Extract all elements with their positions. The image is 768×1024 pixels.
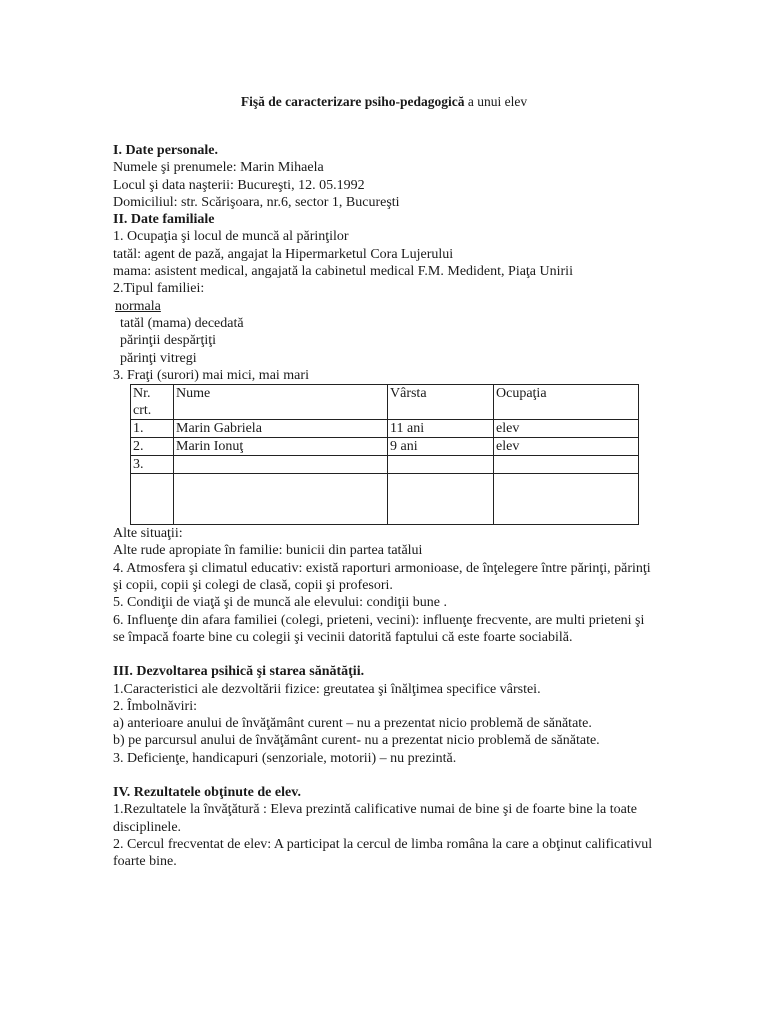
family-type-normal xyxy=(113,298,653,315)
document-body xyxy=(113,142,653,871)
table-cell xyxy=(388,456,494,474)
table-cell xyxy=(174,474,388,525)
header-nr: Nr. crt. xyxy=(131,385,174,420)
table-row xyxy=(131,420,639,438)
table-cell: 3. xyxy=(131,456,174,474)
family-type-normal-text: normala xyxy=(115,298,161,314)
table-cell: 11 ani xyxy=(388,420,494,438)
table-cell xyxy=(131,474,174,525)
table-cell: 2. xyxy=(131,438,174,456)
family-type-title: 2.Tipul familiei: xyxy=(113,281,205,297)
table-cell: elev xyxy=(494,438,639,456)
family-type-deceased: tatăl (mama) decedată xyxy=(120,315,244,331)
title-bold: Fişă de caracterizare psiho-pedagogică xyxy=(240,94,465,109)
family-type-step: părinţi vitregi xyxy=(120,350,197,366)
header-name: Nume xyxy=(174,385,388,420)
table-row xyxy=(131,438,639,456)
other-situations: Alte situaţii: xyxy=(113,526,183,542)
table-cell xyxy=(174,456,388,474)
living-conditions: 5. Condiţii de viaţă şi de muncă ale elevului: condiţii bune . xyxy=(113,595,447,611)
physical-development: 1.Caracteristici ale dezvoltării fizice: greutatea şi înălţimea specifice vârstei. xyxy=(113,681,541,697)
relatives: Alte rude apropiate în familie: bunicii din partea tatălui xyxy=(113,543,423,559)
siblings-title: 3. Fraţi (surori) mai mici, mai mari xyxy=(113,367,309,383)
outside-influences: 6. Influenţe din afara familiei (colegi, prieteni, vecini): influenţe frecvente, are multi prieteni şi se împacă foarte bine cu colegii şi vecinii datorită faptului că este foarte sociabilă. xyxy=(113,612,645,645)
table-cell xyxy=(494,474,639,525)
educational-atmosphere: 4. Atmosfera şi climatul educativ: există raporturi armonioase, de înţelegere între părinţi, părinţi şi copii, copii şi colegi de clasă, copii şi profesori. xyxy=(113,560,651,594)
deficiencies: 3. Deficienţe, handicapuri (senzoriale, motorii) – nu prezintă. xyxy=(113,750,457,766)
illness-b: b) pe parcursul anului de învăţământ curent- nu a prezentat nicio problemă de sănătate. xyxy=(113,733,600,749)
table-header-row xyxy=(131,385,639,420)
section-4-heading: IV. Rezultatele obţinute de elev. xyxy=(113,785,301,801)
section-2-heading: II. Date familiale xyxy=(113,212,215,228)
header-occupation: Ocupaţia xyxy=(494,385,639,420)
mother-occupation: mama: asistent medical, angajată la cabinetul medical F.M. Medident, Piaţa Unirii xyxy=(113,264,573,280)
table-cell xyxy=(494,456,639,474)
header-age: Vârsta xyxy=(388,385,494,420)
birth-info: Locul şi data naşterii: Bucureşti, 12. 05.1992 xyxy=(113,177,365,193)
title-rest: a unui elev xyxy=(464,94,528,109)
father-occupation: tatăl: agent de pază, angajat la Hipermarketul Cora Lujerului xyxy=(113,246,454,262)
illnesses-title: 2. Îmbolnăviri: xyxy=(113,698,197,714)
table-cell: 9 ani xyxy=(388,438,494,456)
section-1-heading: I. Date personale. xyxy=(113,143,218,158)
student-name: Numele şi prenumele: Marin Mihaela xyxy=(113,160,324,176)
table-cell: Marin Ionuţ xyxy=(174,438,388,456)
table-cell: 1. xyxy=(131,420,174,438)
learning-results: 1.Rezultatele la învăţătură : Eleva prezintă calificative numai de bine şi de foarte bine la toate disciplinele. xyxy=(113,802,637,835)
attended-circle: 2. Cercul frecventat de elev: A participat la cercul de limba româna la care a obţinut calificativul foarte bine. xyxy=(113,836,653,870)
siblings-table xyxy=(130,384,639,525)
table-cell: Marin Gabriela xyxy=(174,420,388,438)
family-type-separated: părinţii despărţiţi xyxy=(120,333,217,349)
document-title xyxy=(0,93,768,110)
table-cell: elev xyxy=(494,420,639,438)
table-row xyxy=(131,456,639,474)
address: Domiciliul: str. Scărişoara, nr.6, sector 1, Bucureşti xyxy=(113,194,400,210)
spacer xyxy=(113,767,653,784)
parents-occupation-title: 1. Ocupaţia şi locul de muncă al părinţilor xyxy=(113,229,349,245)
illness-a: a) anterioare anului de învăţământ curent – nu a prezentat nicio problemă de sănătate. xyxy=(113,716,592,732)
section-3-heading: III. Dezvoltarea psihică şi starea sănătăţii. xyxy=(113,664,365,680)
table-cell xyxy=(388,474,494,525)
table-row xyxy=(131,474,639,525)
spacer xyxy=(113,646,653,663)
